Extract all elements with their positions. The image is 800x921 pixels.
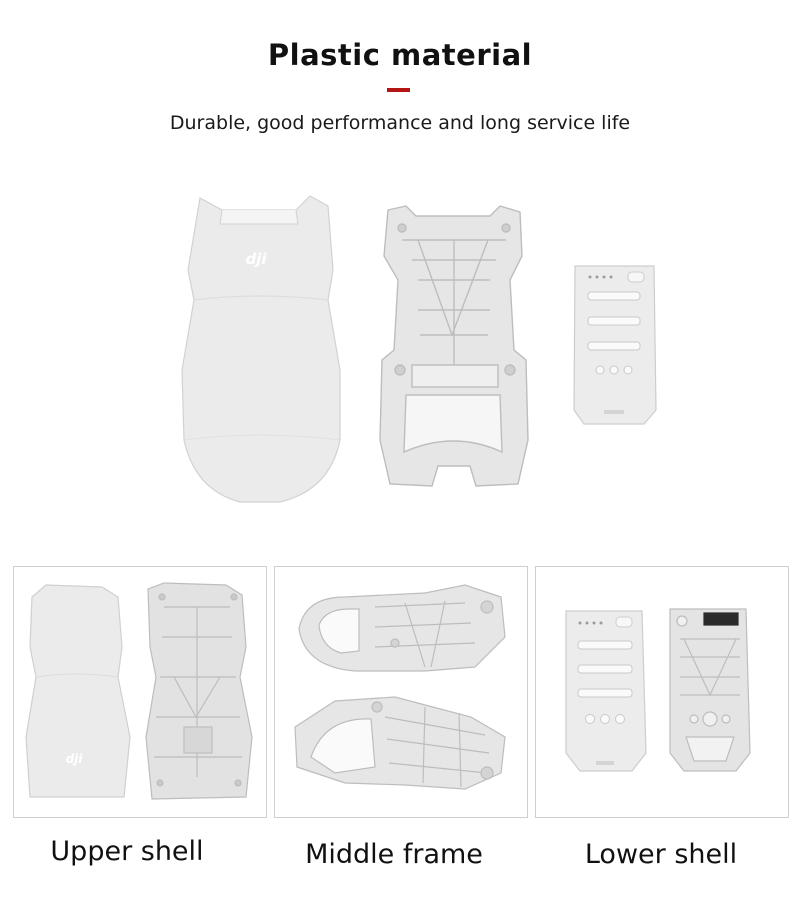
- lower-shell-outer: [566, 611, 646, 771]
- hero-middle-frame: [380, 206, 528, 486]
- lower-shell-image: [536, 567, 788, 817]
- hero-dji-logo: dji: [245, 250, 267, 268]
- middle-frame-panel: [274, 566, 528, 818]
- page-subtitle: Durable, good performance and long service life: [169, 112, 631, 134]
- upper-shell-dji-logo: dji: [65, 752, 83, 766]
- hero-lower-shell: [574, 266, 656, 424]
- upper-shell-image: [14, 567, 266, 817]
- upper-shell-label: Upper shell: [50, 836, 204, 867]
- title-accent-bar: [387, 88, 410, 92]
- upper-shell-panel: [13, 566, 267, 818]
- hero-upper-shell: [182, 196, 340, 502]
- lower-shell-inner: [670, 609, 750, 771]
- page-title: Plastic material: [267, 38, 533, 72]
- lower-shell-panel: [535, 566, 789, 818]
- lower-shell-label: Lower shell: [584, 839, 738, 870]
- middle-frame-label: Middle frame: [305, 839, 483, 870]
- hero-parts-image: [170, 180, 670, 520]
- middle-frame-image: [275, 567, 527, 817]
